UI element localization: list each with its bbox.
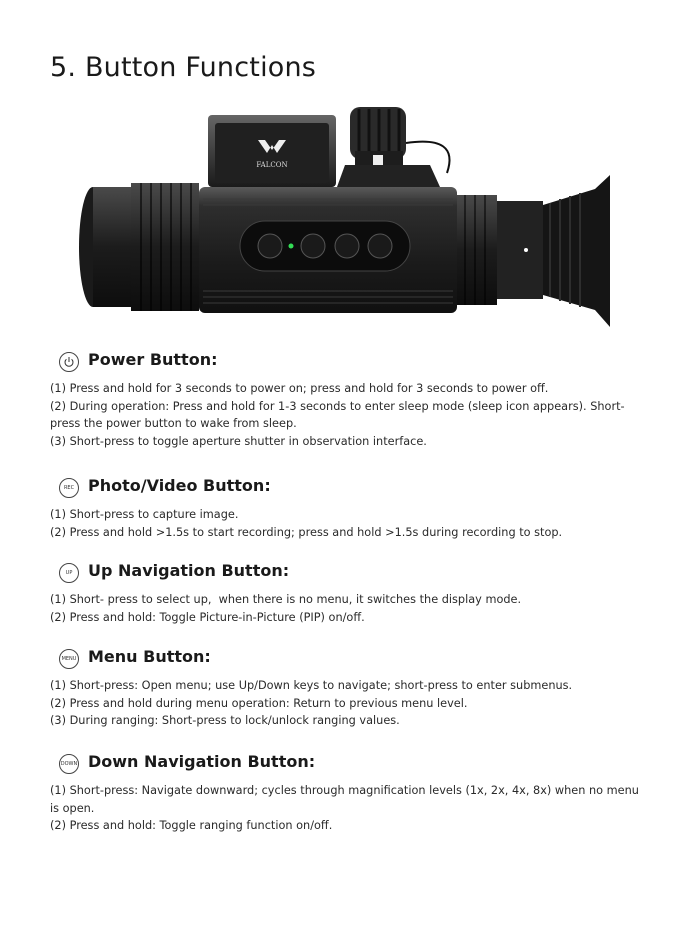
section-down — [50, 752, 650, 835]
list-item: (1) Short-press: Navigate downward; cycles through magnification levels (1x, 2x, 4x, 8x) when no menu is open. — [50, 784, 643, 815]
list-item: (2) Press and hold: Toggle ranging function on/off. — [50, 819, 333, 832]
section-title: Up Navigation Button: — [88, 561, 290, 580]
list-item: (1) Short-press to capture image. — [50, 508, 239, 521]
section-up — [50, 561, 650, 626]
list-item: (2) Press and hold: Toggle Picture-in-Picture (PIP) on/off. — [50, 610, 365, 624]
section-power — [50, 350, 650, 450]
device-brand-label: FALCON — [256, 161, 288, 169]
list-item: (3) During ranging: Short-press to lock/unlock ranging values. — [50, 714, 400, 727]
section-menu — [50, 647, 650, 730]
list-item: (2) Press and hold >1.5s to start recording; press and hold >1.5s during recording to stop. — [50, 525, 563, 539]
section-title: Photo/Video Button: — [88, 476, 271, 495]
list-item: (1) Press and hold for 3 seconds to power on; press and hold for 3 seconds to power off. — [50, 382, 549, 395]
list-item: (2) During operation: Press and hold for 1-3 seconds to enter sleep mode (sleep icon appears). Short-press the power button to wake from sleep. — [50, 399, 625, 430]
rec-icon: REC — [59, 478, 79, 498]
list-item: (1) Short-press: Open menu; use Up/Down keys to navigate; short-press to enter submenus. — [50, 679, 573, 692]
section-title: Down Navigation Button: — [88, 752, 316, 771]
power-icon — [59, 352, 79, 372]
list-item: (1) Short- press to select up, when there is no menu, it switches the display mode. — [50, 593, 522, 606]
menu-icon: MENU — [59, 649, 79, 669]
section-title: Menu Button: — [88, 647, 211, 666]
list-item: (3) Short-press to toggle aperture shutter in observation interface. — [50, 434, 427, 448]
down-icon: DOWN — [59, 754, 79, 774]
list-item: (2) Press and hold during menu operation: Return to previous menu level. — [50, 696, 468, 710]
page-title: 5. Button Functions — [50, 52, 317, 83]
device-image — [75, 95, 645, 335]
section-title: Power Button: — [88, 350, 218, 369]
section-photo-video — [50, 476, 650, 541]
up-icon: UP — [59, 563, 79, 583]
